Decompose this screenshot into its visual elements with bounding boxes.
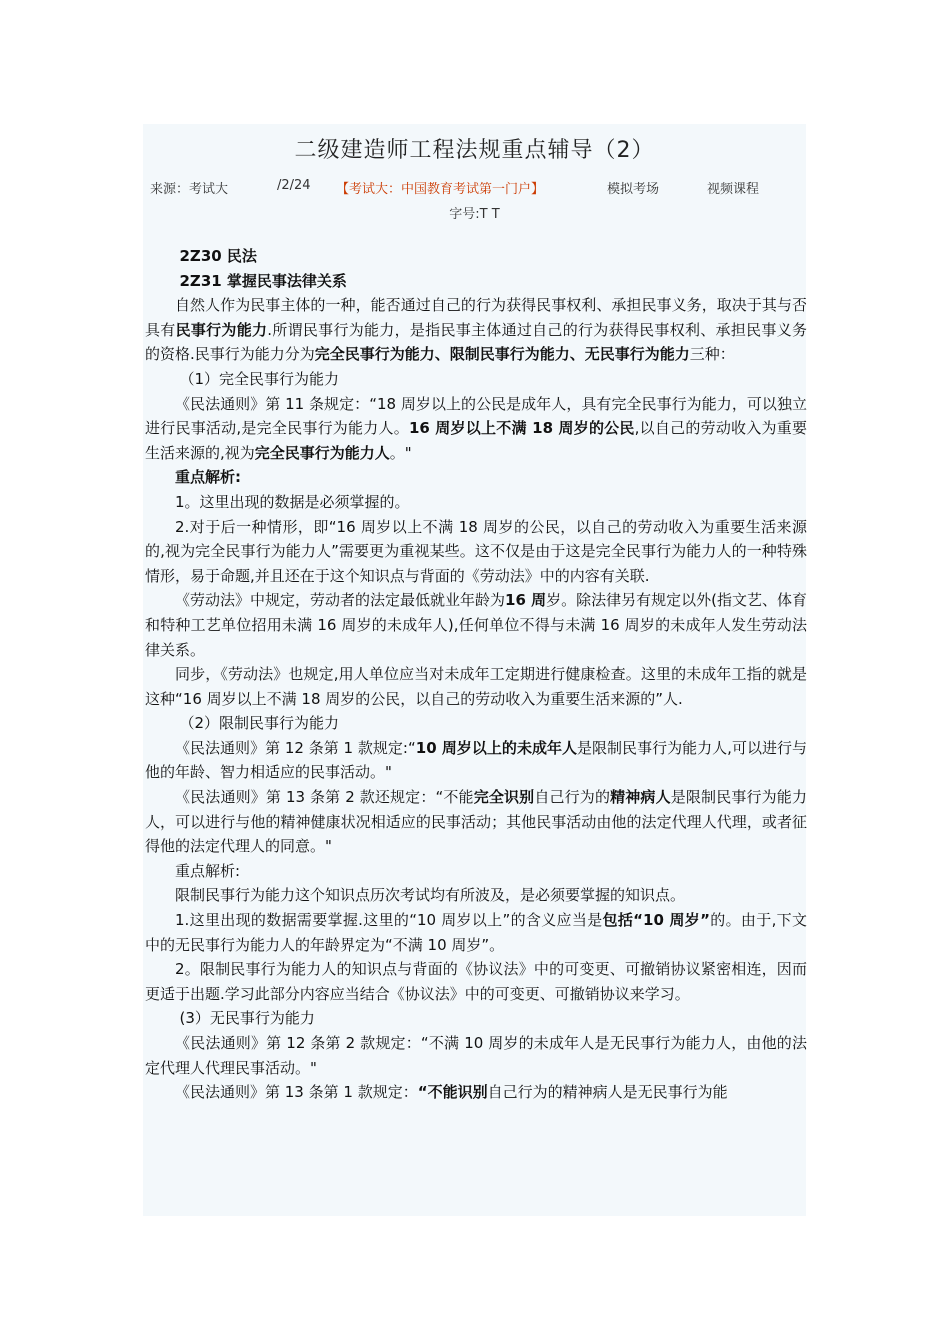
mock-exam-link[interactable]: 模拟考场 (607, 182, 660, 197)
page-title: 二级建造师工程法规重点辅导（2） (294, 138, 655, 163)
paragraph-article-12-1: 《民法通则》第 12 条第 1 款规定:“10 周岁以上的未成年人是限制民事行为能力人,可以进行与他的年龄、智力相适应的民事活动。" (145, 738, 807, 782)
paragraph-article-13-1: 《民法通则》第 13 条第 1 款规定：“不能识别自己行为的精神病人是无民事行为能 (175, 1083, 728, 1102)
source-label: 来源：考试大 (150, 182, 229, 197)
paragraph-article-13-2: 《民法通则》第 13 条第 2 款还规定：“不能完全识别自己行为的精神病人是限制民事行为能力人，可以进行与他的精神健康状况相适应的民事活动；其他民事活动由他的法定代理人代理，或者征得他的法定代理人的同意。" (145, 788, 807, 856)
site-link[interactable]: 【考试大：中国教育考试第一门户】 (336, 182, 545, 197)
heading-2z31: 2Z31 掌握民事法律关系 (179, 271, 347, 290)
video-course-link[interactable]: 视频课程 (707, 182, 760, 197)
paragraph-limited-point-1: 1.这里出现的数据需要掌握.这里的“10 周岁以上”的含义应当是包括“10 周岁”的。由于,下文中的无民事行为能力人的年龄界定为“不满 10 周岁”。 (145, 911, 807, 954)
paragraph-intro: 自然人作为民事主体的一种，能否通过自己的行为获得民事权利、承担民事义务，取决于其与否具有民事行为能力.所谓民事行为能力，是指民事主体通过自己的行为获得民事权利、承担民事义务的资格.民事行为能力分为完全民事行为能力、限制民事行为能力、无民事行为能力三种： (145, 296, 807, 364)
paragraph-minor-workers: 同步，《劳动法》也规定,用人单位应当对未成年工定期进行健康检查。这里的未成年工指的就是这种“16 周岁以上不满 18 周岁的公民，以自己的劳动收入为重要生活来源的”人. (145, 665, 807, 708)
article-body (145, 244, 807, 1105)
section-no-capacity: (3）无民事行为能力 (179, 1009, 315, 1028)
paragraph-article-12-2: 《民法通则》第 12 条第 2 款规定：“不满 10 周岁的未成年人是无民事行为能力人，由他的法定代理人代理民事活动。" (145, 1034, 807, 1077)
section-full-capacity: （1）完全民事行为能力 (179, 369, 340, 388)
paragraph-limited-point-2: 2。限制民事行为能力人的知识点与背面的《协议法》中的可变更、可撤销协议紧密相连，因而更适于出题.学习此部分内容应当结合《协议法》中的可变更、可撤销协议来学习。 (145, 960, 807, 1003)
paragraph-labor-law: 《劳动法》中规定，劳动者的法定最低就业年龄为16 周岁。除法律另有规定以外(指文艺、体育和特种工艺单位招用未满 16 周岁的未成年人),任何单位不得与未满 16 周岁的未成年人发生劳动法律关系。 (145, 591, 807, 659)
heading-2z30: 2Z30 民法 (179, 247, 257, 265)
font-size-control[interactable]: 字号:T T (449, 207, 500, 222)
paragraph-point-2: 2.对于后一种情形，即“16 周岁以上不满 18 周岁的公民，以自己的劳动收入为重要生活来源的,视为完全民事行为能力人”需要更为重视某些。这不仅是由于这是完全民事行为能力人的一种特殊情形，易于命题,并且还在于这个知识点与背面的《劳动法》中的内容有关联. (145, 517, 807, 585)
section-limited-capacity: （2）限制民事行为能力 (179, 714, 340, 733)
key-analysis-label: 重点解析: (175, 468, 241, 487)
paragraph-point-1: 1。这里出现的数据是必须掌握的。 (175, 492, 410, 511)
publish-date: /2/24 (277, 178, 311, 193)
paragraph-article-11: 《民法通则》第 11 条规定：“18 周岁以上的公民是成年人，具有完全民事行为能力，可以独立进行民事活动,是完全民事行为能力人。16 周岁以上不满 18 周岁的公民,以自己的劳动收入为重要生活来源的,视为完全民事行为能力人。" (145, 394, 807, 462)
paragraph-limited-note: 限制民事行为能力这个知识点历次考试均有所波及，是必须要掌握的知识点。 (175, 886, 686, 905)
key-analysis-label-2: 重点解析: (175, 861, 241, 880)
